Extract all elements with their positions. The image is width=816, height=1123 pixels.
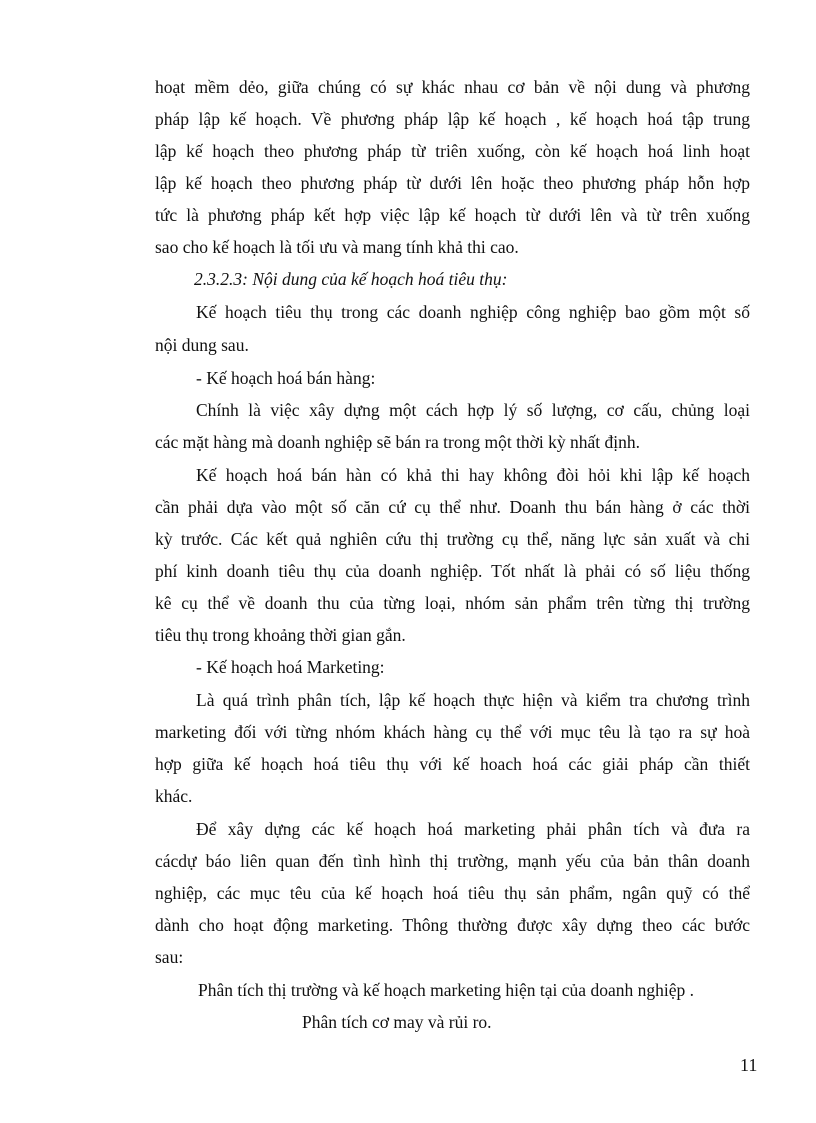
body-text-line: Chính là việc xây dựng một cách hợp lý số lượng, cơ cấu, chủng loại: [196, 400, 750, 420]
body-text-line: khác.: [155, 786, 193, 806]
body-text-line: marketing đối với từng nhóm khách hàng cụ thể với mục têu là tạo ra sự hoà: [155, 722, 750, 742]
list-step-line: Phân tích thị trường và kế hoạch marketing hiện tại của doanh nghiệp .: [198, 980, 694, 1000]
body-text-line: hoạt mềm dẻo, giữa chúng có sự khác nhau cơ bản về nội dung và phương: [155, 77, 750, 97]
body-text-line: hợp giữa kế hoạch hoá tiêu thụ với kế hoach hoá các giải pháp cần thiết: [155, 754, 750, 774]
body-text-line: cần phải dựa vào một số căn cứ cụ thể như. Doanh thu bán hàng ở các thời: [155, 497, 750, 517]
subsection-heading: - Kế hoạch hoá bán hàng:: [196, 368, 376, 388]
body-text-line: sao cho kế hoạch là tối ưu và mang tính khả thi cao.: [155, 237, 519, 257]
section-heading: 2.3.2.3: Nội dung của kế hoạch hoá tiêu thụ:: [194, 269, 508, 289]
body-text-line: kê cụ thể về doanh thu của từng loại, nhóm sản phẩm trên từng thị trường: [155, 593, 750, 613]
page-number: 11: [740, 1055, 758, 1075]
body-text-line: sau:: [155, 947, 184, 967]
body-text-line: Để xây dựng các kế hoạch hoá marketing phải phân tích và đưa ra: [196, 819, 750, 839]
body-text-line: nội dung sau.: [155, 335, 249, 355]
body-text-line: dành cho hoạt động marketing. Thông thường được xây dựng theo các bước: [155, 915, 750, 935]
body-text-line: nghiệp, các mục têu của kế hoạch hoá tiêu thụ sản phẩm, ngân quỹ có thể: [155, 883, 750, 903]
body-text-line: Kế hoạch hoá bán hàn có khả thi hay không đòi hỏi khi lập kế hoạch: [196, 465, 750, 485]
body-text-line: lập kế hoạch theo phương pháp từ triên xuống, còn kế hoạch hoá linh hoạt: [155, 141, 750, 161]
subsection-heading: - Kế hoạch hoá Marketing:: [196, 657, 385, 677]
list-step-line: Phân tích cơ may và rủi ro.: [302, 1012, 492, 1032]
body-text-line: lập kế hoạch theo phương pháp từ dưới lên hoặc theo phương pháp hỗn hợp: [155, 173, 750, 193]
body-text-line: tiêu thụ trong khoảng thời gian gắn.: [155, 625, 406, 645]
body-text-line: các mặt hàng mà doanh nghiệp sẽ bán ra trong một thời kỳ nhất định.: [155, 432, 641, 452]
body-text-line: kỳ trước. Các kết quả nghiên cứu thị trường cụ thể, năng lực sản xuất và chi: [155, 529, 750, 549]
body-text-line: phí kinh doanh tiêu thụ của doanh nghiệp. Tốt nhất là phải có số liệu thống: [155, 561, 750, 581]
body-text-line: tức là phương pháp kết hợp việc lập kế hoạch từ dưới lên và từ trên xuống: [155, 205, 750, 225]
body-text-line: cácdự báo liên quan đến tình hình thị trường, mạnh yếu của bản thân doanh: [155, 851, 750, 871]
body-text-line: Kế hoạch tiêu thụ trong các doanh nghiệp công nghiệp bao gồm một số: [196, 302, 750, 322]
body-text-line: pháp lập kế hoạch. Về phương pháp lập kế hoạch , kế hoạch hoá tập trung: [155, 109, 750, 129]
body-text-line: Là quá trình phân tích, lập kế hoạch thực hiện và kiểm tra chương trình: [196, 690, 750, 710]
